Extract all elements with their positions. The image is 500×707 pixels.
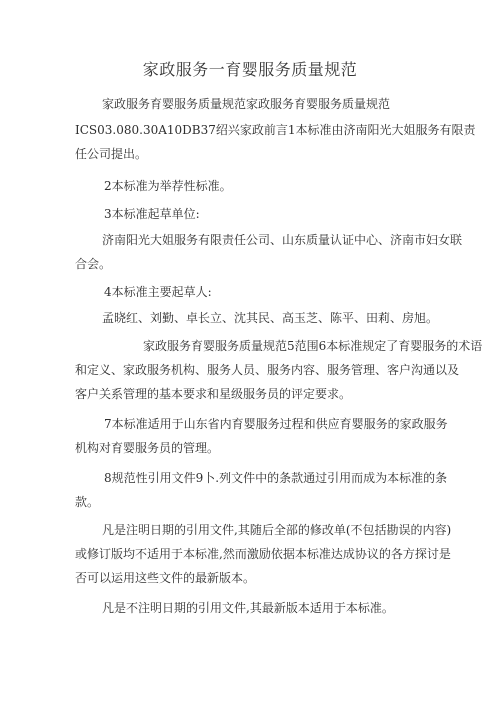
paragraph-line: 凡是不注明日期的引用文件,其最新版本适用于本标准。 [102,601,394,615]
paragraph-1 [102,92,390,116]
paragraph-line: 孟晓红、刘勤、卓长立、沈其民、高玉芝、陈平、田莉、房旭。 [102,311,439,325]
paragraph-line: 3本标准起草单位: [104,207,200,221]
paragraph-line: 7本标准适用于山东省内育婴服务过程和供应育婴服务的家政服务 [104,417,448,431]
paragraph-11 [102,518,451,542]
paragraph-line: 合会。 [75,257,112,271]
paragraph-5 [102,228,462,252]
paragraph-line: 凡是注明日期的引用文件,其随后全部的修改单(不包括勘误的内容) [102,523,452,537]
paragraph-line: 和定义、家政服务机构、服务人员、服务内容、服务管理、客户沟通以及 [75,363,460,377]
paragraph-line: 客户关系管理的基本要求和星级服务员的评定要求。 [75,387,352,401]
paragraph-line: 或修订版均不适用于本标准,然而激励依据本标准达成协议的各方探讨是 [75,547,451,561]
paragraph-10-cont [75,490,99,514]
paragraph-9 [104,412,448,436]
paragraph-8-cont [75,358,459,406]
paragraph-line: 否可以运用这些文件的最新版本。 [75,571,256,585]
paragraph-5-cont [75,252,111,276]
paragraph-line: 家政服务育婴服务质量规范家政服务育婴服务质量规范 [102,97,391,111]
paragraph-line: 8规范性引用文件9卜.列文件中的条款通过引用而成为本标准的条 [104,471,448,485]
paragraph-7 [102,306,438,330]
paragraph-line: 家政服务育婴服务质量规范5范围6本标准规定了育婴服务的术语 [143,339,483,353]
paragraph-line: 款。 [75,495,100,509]
paragraph-11-cont [75,542,451,590]
paragraph-line: 4本标准主要起草人: [104,285,212,299]
document-title: 家政服务一育婴服务质量规范 [142,60,358,79]
paragraph-line: 2本标准为举荐性标准。 [104,179,232,193]
paragraph-12 [102,596,394,620]
paragraph-line: 济南阳光大姐服务有限责任公司、山东质量认证中心、济南市妇女联 [102,233,463,247]
paragraph-line: ICS03.080.30A10DB37绍兴家政前言1本标准由济南阳光大姐服务有限责 [75,123,476,137]
paragraph-line: 机构对育婴服务员的管理。 [75,441,220,455]
paragraph-9-cont [75,436,219,460]
paragraph-6 [104,280,212,304]
paragraph-3 [104,174,232,198]
paragraph-line: 任公司提出。 [75,147,148,161]
paragraph-8 [143,334,482,358]
paragraph-2 [75,118,476,166]
paragraph-10 [104,466,447,490]
paragraph-4 [104,202,200,226]
